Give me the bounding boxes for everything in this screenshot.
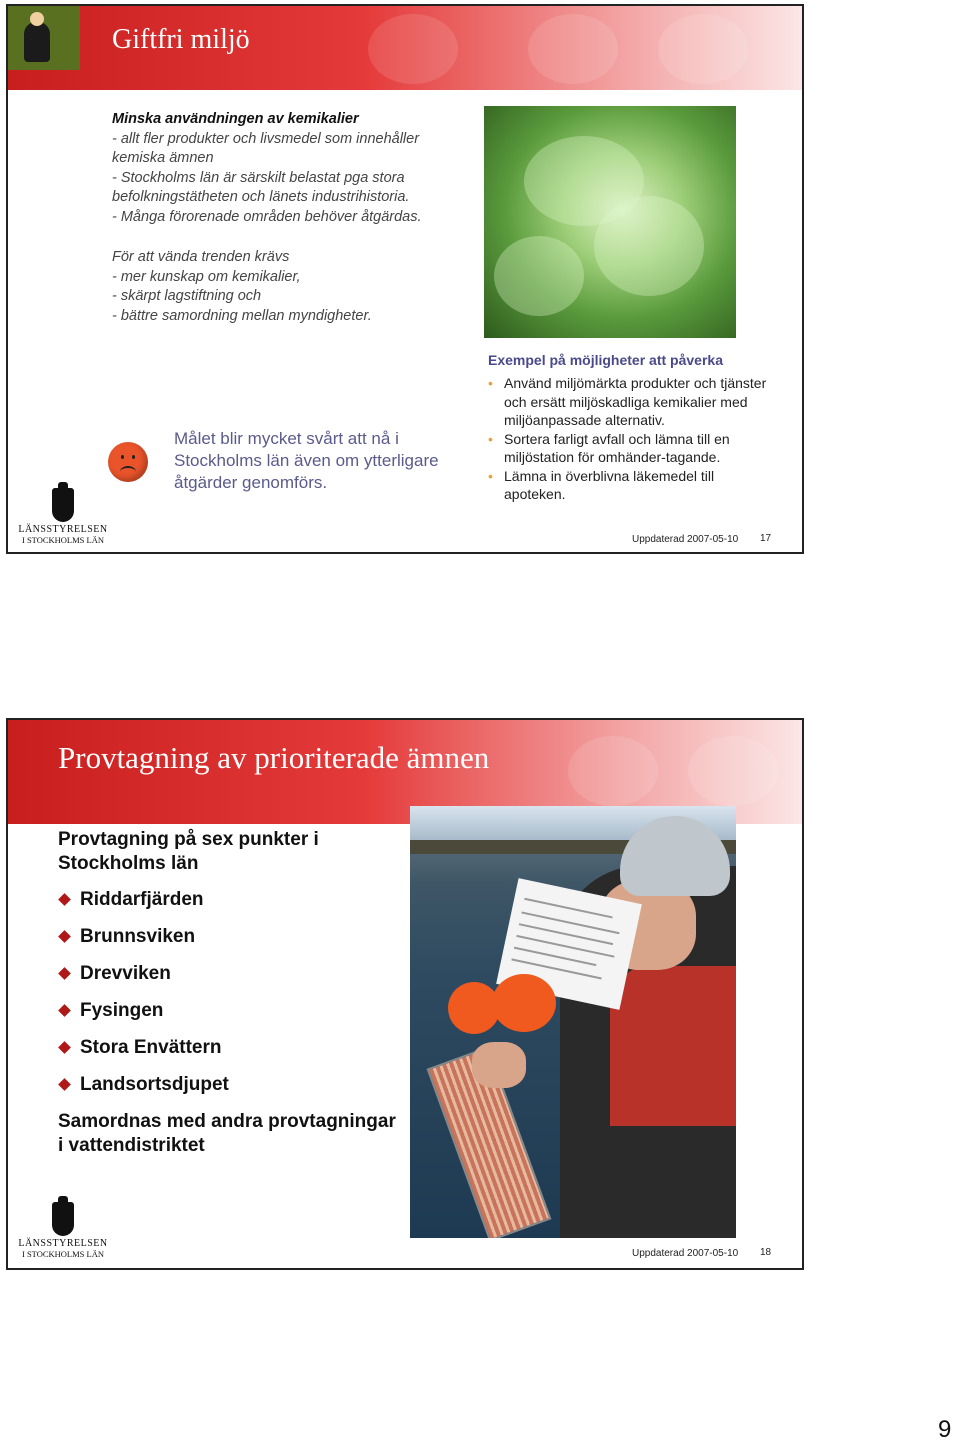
diamond-bullet-icon: [58, 893, 71, 906]
diamond-bullet-icon: [58, 1004, 71, 1017]
intro-text: Provtagning på sex punkter i Stockholms län: [58, 829, 319, 874]
trend-line: - mer kunskap om kemikalier,: [112, 268, 301, 285]
list-item: Stora Envättern: [58, 1036, 398, 1060]
updated-date: Uppdaterad 2007-05-10: [632, 534, 739, 545]
updated-date: Uppdaterad 2007-05-10: [632, 1248, 739, 1259]
list-item: Drevviken: [58, 962, 398, 986]
intro-text: [112, 110, 472, 227]
intro-line: - allt fler produkter och livsmedel som innehåller: [112, 130, 420, 147]
bullet-icon: •: [488, 467, 493, 484]
intro-line: - Stockholms län är särskilt belastat pga stora: [112, 169, 405, 186]
trend-line: För att vända trenden krävs: [112, 249, 290, 265]
list-item: Landsortsdjupet: [58, 1073, 398, 1097]
diamond-bullet-icon: [58, 1041, 71, 1054]
list-item: • Sortera farligt avfall och lämna till en miljöstation för omhänder-tagande.: [488, 430, 730, 465]
lansstyrelsen-logo: LÄNSSTYRELSEN I STOCKHOLMS LÄN: [18, 1202, 108, 1259]
diamond-bullet-icon: [58, 1078, 71, 1091]
intro-heading: Minska användningen av kemikalier: [112, 111, 359, 127]
examples-list: [488, 374, 778, 504]
trend-text: [112, 248, 472, 326]
lansstyrelsen-logo: LÄNSSTYRELSEN I STOCKHOLMS LÄN: [18, 488, 108, 545]
examples-box: [488, 352, 778, 504]
closing-text: Samordnas med andra provtagningar i vattendistriktet: [58, 1111, 396, 1156]
list-item: • Lämna in överblivna läkemedel till apoteken.: [488, 467, 715, 502]
slide-18: [6, 718, 804, 1270]
page-number: 9: [938, 1416, 952, 1443]
sampling-photo: [410, 806, 736, 1238]
points-list: [58, 888, 398, 1097]
slide-title: Provtagning av prioriterade ämnen: [58, 740, 490, 775]
intro-line: - Många förorenade områden behöver åtgärdas.: [112, 208, 422, 225]
list-item: Brunnsviken: [58, 925, 398, 949]
diamond-bullet-icon: [58, 967, 71, 980]
goal-text: Målet blir mycket svårt att nå i Stockholms län även om ytterligare åtgärder genomförs.: [174, 429, 439, 492]
sampling-text: [58, 828, 398, 1170]
cabbage-photo: [484, 106, 736, 338]
crest-icon: [52, 488, 74, 522]
diamond-bullet-icon: [58, 930, 71, 943]
sad-face-icon: [108, 442, 148, 482]
intro-line: befolkningstätheten och länets industrihistoria.: [112, 189, 410, 205]
slide-number: 17: [760, 533, 772, 544]
crest-icon: [52, 1202, 74, 1236]
list-item: Fysingen: [58, 999, 398, 1023]
trend-line: - bättre samordning mellan myndigheter.: [112, 307, 372, 324]
slide-title: Giftfri miljö: [112, 24, 250, 55]
intro-line: kemiska ämnen: [112, 150, 214, 166]
corner-illustration: [8, 6, 80, 70]
list-item: • Använd miljömärkta produkter och tjänster och ersätt miljöskadliga kemikalier med miljöanpassade alternativ.: [488, 375, 767, 428]
list-item: Riddarfjärden: [58, 888, 398, 912]
slide-number: 18: [760, 1247, 772, 1258]
bullet-icon: •: [488, 375, 493, 391]
trend-line: - skärpt lagstiftning och: [112, 288, 262, 304]
bullet-icon: •: [488, 430, 493, 447]
slide-17: [6, 4, 804, 554]
examples-heading: Exempel på möjligheter att påverka: [488, 352, 723, 368]
